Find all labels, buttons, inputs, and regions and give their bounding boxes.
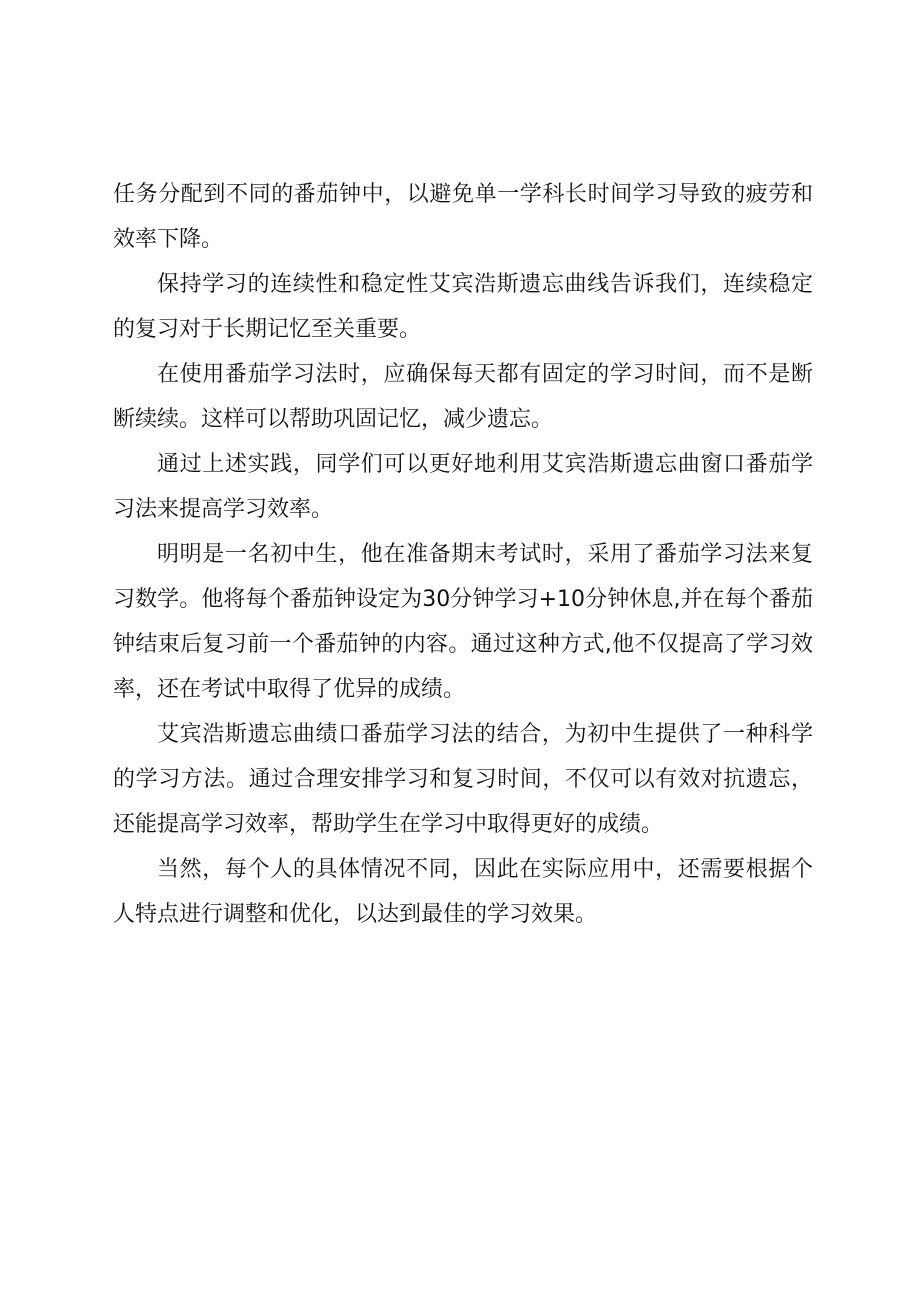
paragraph-3: 在使用番茄学习法时，应确保每天都有固定的学习时间，而不是断断续续。这样可以帮助巩固记忆，减少遗忘。 — [113, 362, 813, 432]
paragraph-5: 明明是一名初中生，他在准备期末考试时，采用了番茄学习法来复习数学。他将每个番茄钟设定为30分钟学习+10分钟休息,并在每个番茄钟结束后复习前一个番茄钟的内容。通过这种方式,他不仅提高了学习效率，还在考试中取得了优异的成绩。 — [113, 542, 813, 702]
paragraph-7: 当然，每个人的具体情况不同，因此在实际应用中，还需要根据个人特点进行调整和优化，以达到最佳的学习效果。 — [113, 857, 813, 927]
paragraph-1: 任务分配到不同的番茄钟中，以避免单一学科长时间学习导致的疲劳和效率下降。 — [113, 182, 813, 252]
paragraph-4: 通过上述实践，同学们可以更好地利用艾宾浩斯遗忘曲窗口番茄学习法来提高学习效率。 — [113, 452, 813, 522]
paragraph-6: 艾宾浩斯遗忘曲绩口番茄学习法的结合，为初中生提供了一种科学的学习方法。通过合理安排学习和复习时间，不仅可以有效对抗遗忘，还能提高学习效率，帮助学生在学习中取得更好的成绩。 — [113, 722, 813, 837]
document-body — [113, 172, 813, 937]
paragraph-2: 保持学习的连续性和稳定性艾宾浩斯遗忘曲线告诉我们，连续稳定的复习对于长期记忆至关重要。 — [113, 272, 813, 342]
